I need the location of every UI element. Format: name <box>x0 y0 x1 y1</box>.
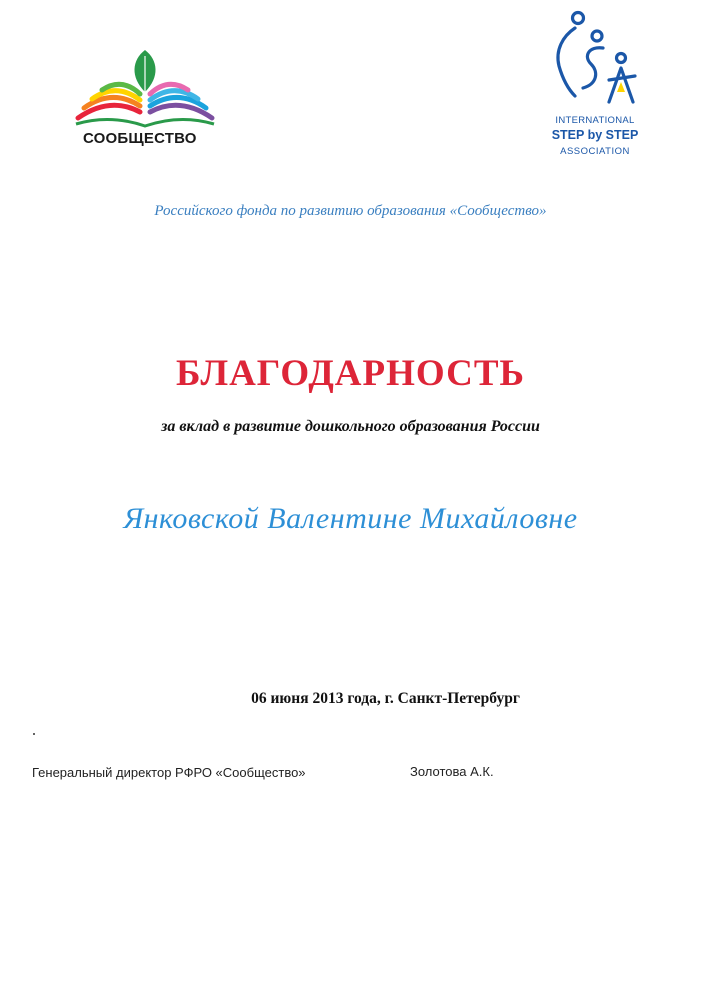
signer-role: Генеральный директор РФРО «Сообщество» <box>32 765 306 780</box>
issa-logo <box>545 8 655 168</box>
issa-line-international: INTERNATIONAL <box>555 115 635 126</box>
soobshchestvo-logo <box>70 42 220 154</box>
stray-dot <box>33 733 35 735</box>
recipient-name: Янковской Валентине Михайловне <box>123 502 578 535</box>
signer-name: Золотова А.К. <box>410 764 494 779</box>
soobshchestvo-wordmark: СООБЩЕСТВО <box>83 130 197 147</box>
isa-step-by-step-figures-icon <box>545 8 645 113</box>
open-book-with-rainbow-petals-icon <box>70 42 220 132</box>
certificate-subtitle: за вклад в развитие дошкольного образования России <box>161 418 540 435</box>
certificate-title: БЛАГОДАРНОСТЬ <box>175 353 526 394</box>
organization-line: Российского фонда по развитию образования «Сообщество» <box>154 203 547 219</box>
issa-line-step-by-step: STEP by STEP <box>551 128 639 142</box>
date-and-place: 06 июня 2013 года, г. Санкт-Петербург <box>251 690 520 707</box>
issa-line-association: ASSOCIATION <box>560 146 630 157</box>
